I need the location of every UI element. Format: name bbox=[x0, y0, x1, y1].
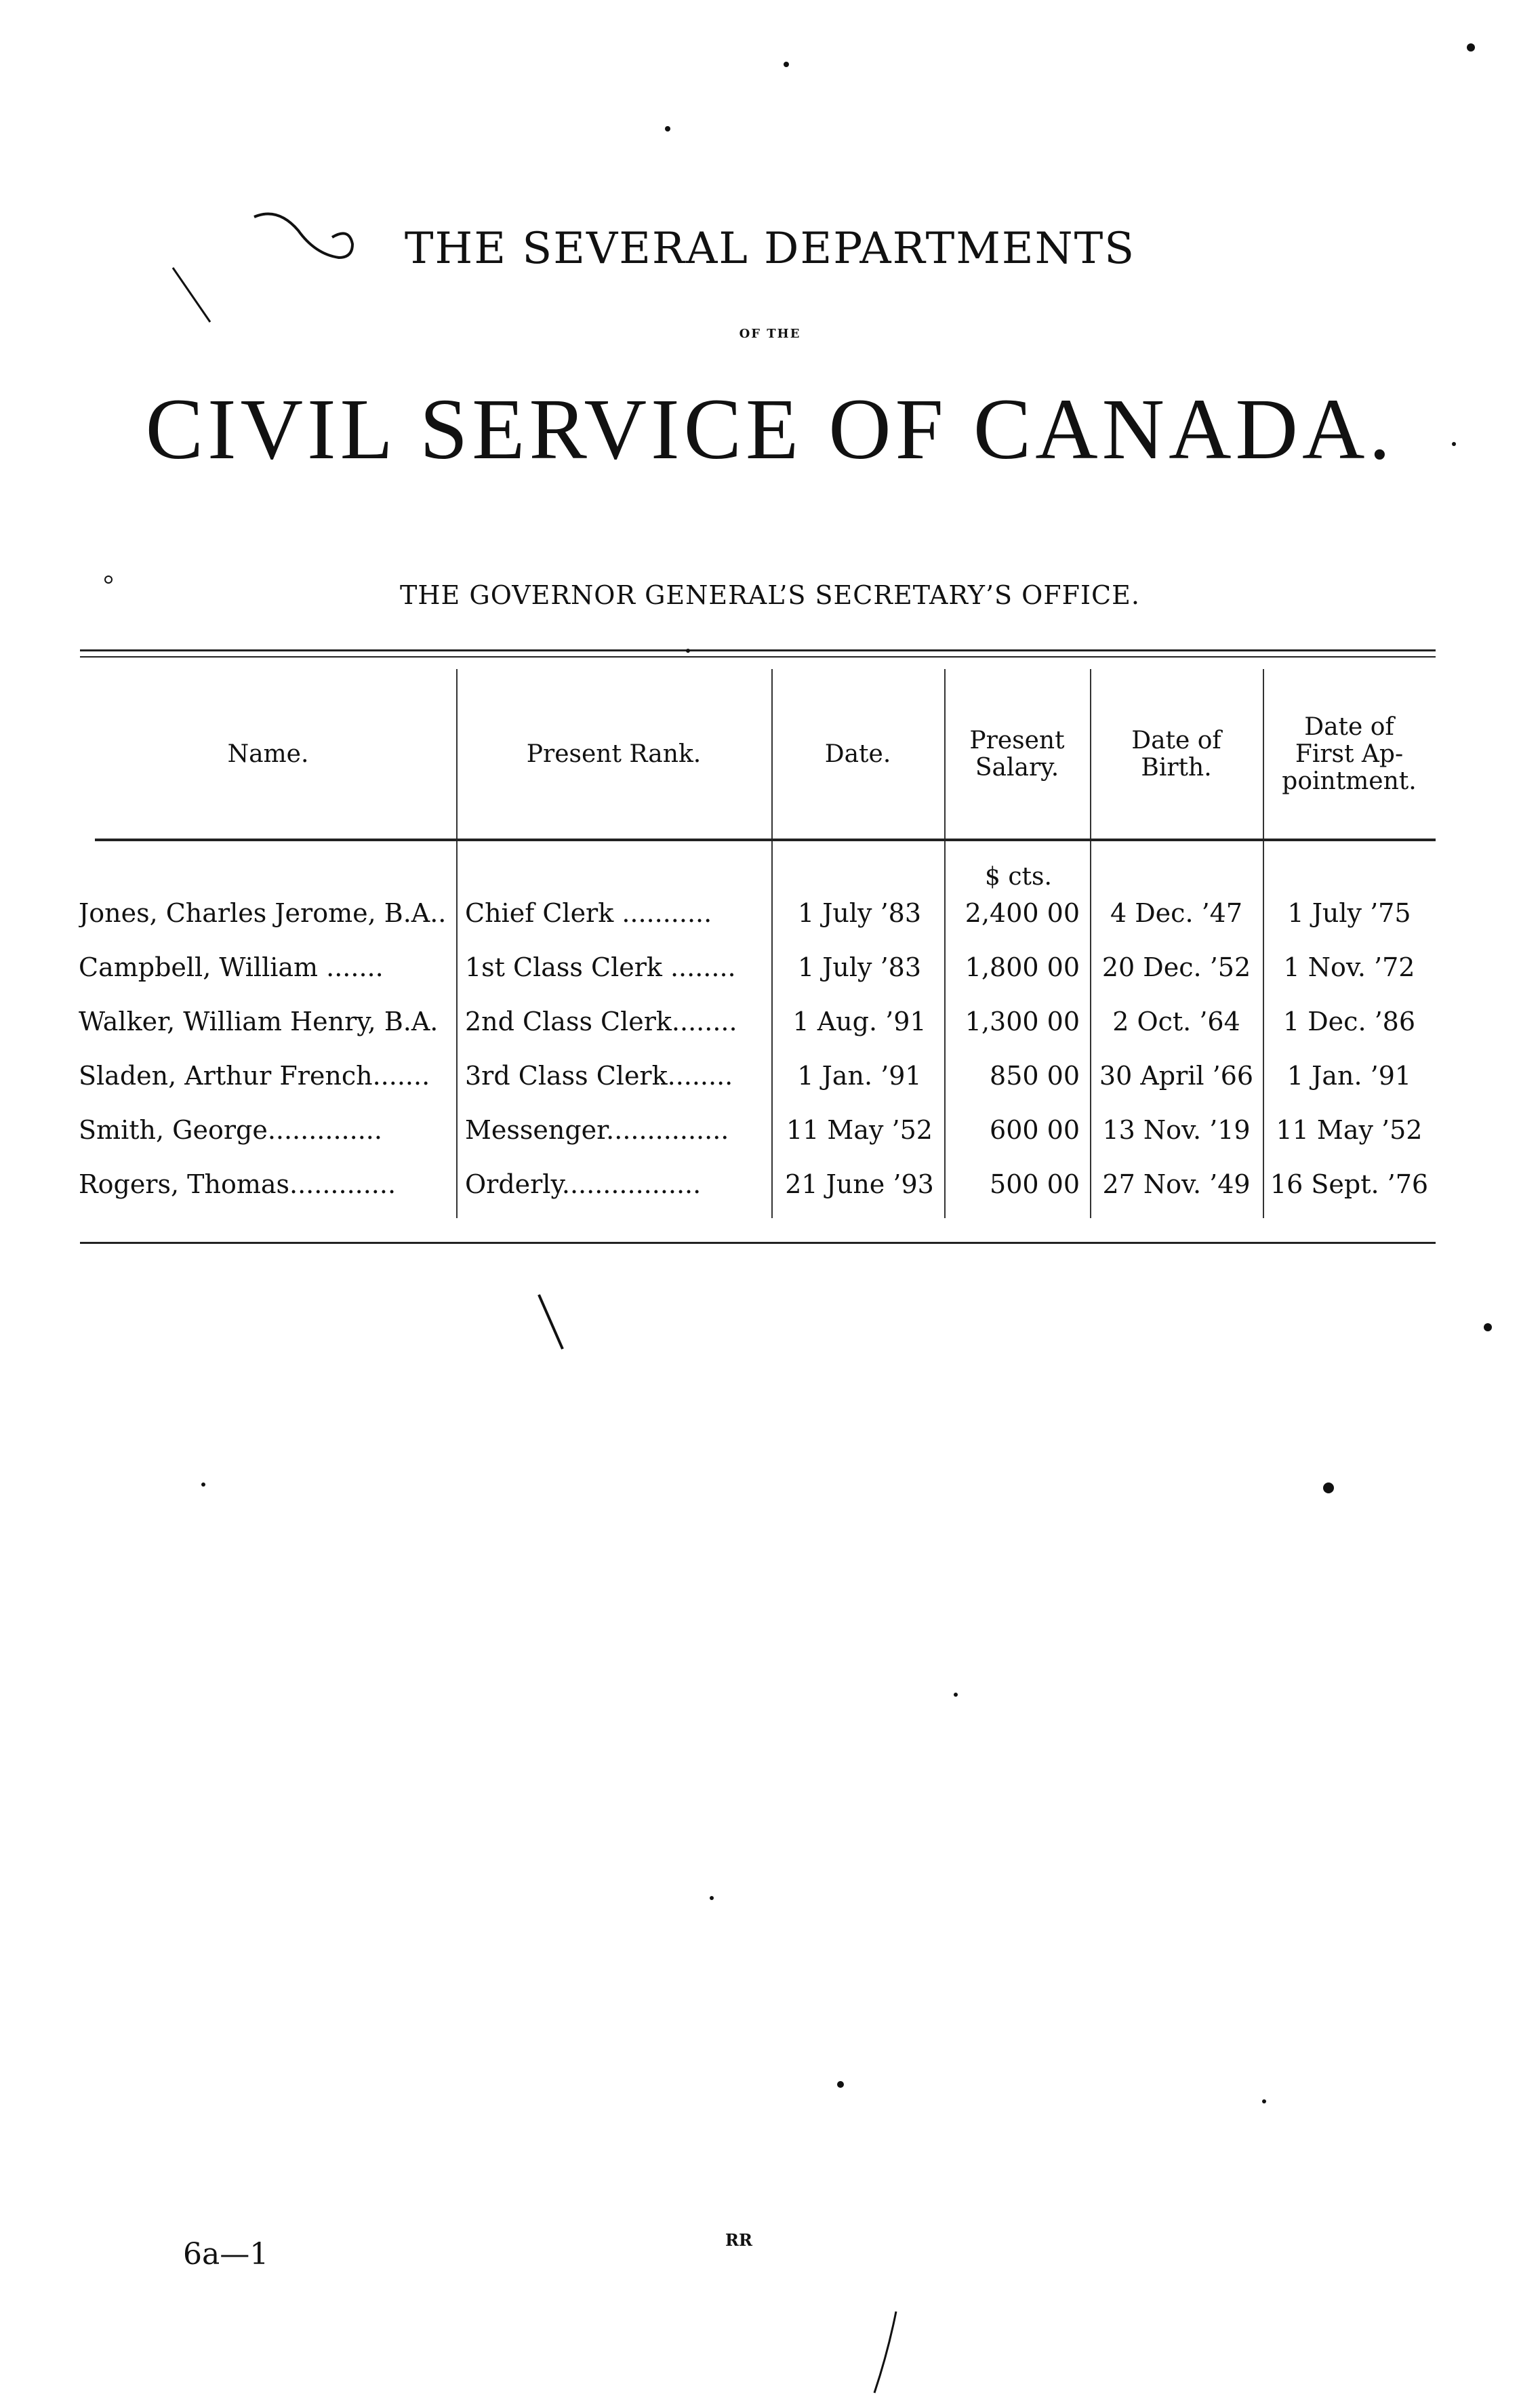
header-date: Date. bbox=[824, 740, 891, 768]
header-first-line2: First Ap- bbox=[1295, 740, 1404, 768]
cell-first: 1 July ’75 bbox=[1287, 898, 1411, 928]
cell-rank: Chief Clerk ........... bbox=[465, 898, 712, 928]
header-salary bbox=[944, 727, 1090, 782]
cell-name: Smith, George.............. bbox=[79, 1115, 382, 1145]
cell-date: 21 June ’93 bbox=[785, 1169, 934, 1199]
cell-salary: 850 00 bbox=[990, 1061, 1080, 1091]
cell-rank: Orderly................. bbox=[465, 1169, 702, 1199]
table-row bbox=[80, 1007, 1436, 1047]
cell-name: Jones, Charles Jerome, B.A.. bbox=[79, 898, 447, 928]
header-rule bbox=[95, 839, 1436, 841]
printer-mark: RR bbox=[725, 2230, 752, 2250]
staff-table bbox=[80, 647, 1436, 1244]
table-bottom-rule bbox=[80, 1242, 1436, 1244]
cell-birth: 13 Nov. ’19 bbox=[1102, 1115, 1251, 1145]
header-birth-line2: Birth. bbox=[1141, 754, 1212, 782]
cell-first: 1 Dec. ’86 bbox=[1282, 1007, 1416, 1036]
ink-swash-decoration bbox=[251, 203, 359, 285]
header-birth bbox=[1090, 727, 1263, 782]
header-salary-line1: Present bbox=[969, 727, 1065, 754]
cell-salary: 2,400 00 bbox=[965, 898, 1080, 928]
cell-rank: 2nd Class Clerk........ bbox=[465, 1007, 737, 1036]
cell-rank: 3rd Class Clerk........ bbox=[465, 1061, 733, 1091]
cell-first: 1 Nov. ’72 bbox=[1283, 952, 1415, 982]
cell-salary: 500 00 bbox=[990, 1169, 1080, 1199]
cell-first: 1 Jan. ’91 bbox=[1286, 1061, 1412, 1091]
cell-birth: 4 Dec. ’47 bbox=[1110, 898, 1243, 928]
cell-date: 1 Aug. ’91 bbox=[792, 1007, 927, 1036]
cell-birth: 30 April ’66 bbox=[1099, 1061, 1254, 1091]
cell-rank: 1st Class Clerk ........ bbox=[465, 952, 736, 982]
table-row bbox=[80, 1115, 1436, 1156]
cell-name: Rogers, Thomas............. bbox=[79, 1169, 397, 1199]
header-first-line3: pointment. bbox=[1282, 767, 1417, 795]
header-birth-line1: Date of bbox=[1131, 727, 1221, 754]
cell-birth: 2 Oct. ’64 bbox=[1112, 1007, 1240, 1036]
cell-birth: 27 Nov. ’49 bbox=[1102, 1169, 1251, 1199]
table-row bbox=[80, 898, 1436, 939]
table-row bbox=[80, 952, 1436, 993]
cell-salary: 600 00 bbox=[990, 1115, 1080, 1145]
cell-date: 11 May ’52 bbox=[786, 1115, 933, 1145]
cell-first: 16 Sept. ’76 bbox=[1270, 1169, 1429, 1199]
heading-civil-service: CIVIL SERVICE OF CANADA. bbox=[145, 381, 1395, 477]
page-signature: 6a—1 bbox=[183, 2237, 269, 2272]
header-first-appointment bbox=[1263, 714, 1436, 795]
salary-units: $ cts. bbox=[985, 863, 1052, 891]
heading-of-the: OF THE bbox=[739, 327, 801, 341]
header-rank: Present Rank. bbox=[526, 740, 702, 768]
cell-name: Walker, William Henry, B.A. bbox=[79, 1007, 439, 1036]
table-row bbox=[80, 1169, 1436, 1210]
cell-date: 1 July ’83 bbox=[797, 952, 922, 982]
table-row bbox=[80, 1061, 1436, 1102]
header-name: Name. bbox=[227, 740, 309, 768]
cell-salary: 1,300 00 bbox=[965, 1007, 1080, 1036]
cell-rank: Messenger............... bbox=[465, 1115, 729, 1145]
cell-name: Sladen, Arthur French....... bbox=[79, 1061, 430, 1091]
cell-salary: 1,800 00 bbox=[965, 952, 1080, 982]
cell-name: Campbell, William ....... bbox=[79, 952, 384, 982]
header-salary-line2: Salary. bbox=[975, 754, 1059, 782]
cell-date: 1 Jan. ’91 bbox=[797, 1061, 922, 1091]
office-title: THE GOVERNOR GENERAL’S SECRETARY’S OFFICE. bbox=[400, 580, 1140, 610]
header-first-line1: Date of bbox=[1304, 713, 1394, 741]
heading-several-departments bbox=[0, 224, 1540, 274]
cell-first: 11 May ’52 bbox=[1276, 1115, 1423, 1145]
heading-line1-text: THE SEVERAL DEPARTMENTS bbox=[404, 224, 1136, 274]
cell-date: 1 July ’83 bbox=[797, 898, 922, 928]
cell-birth: 20 Dec. ’52 bbox=[1101, 952, 1251, 982]
